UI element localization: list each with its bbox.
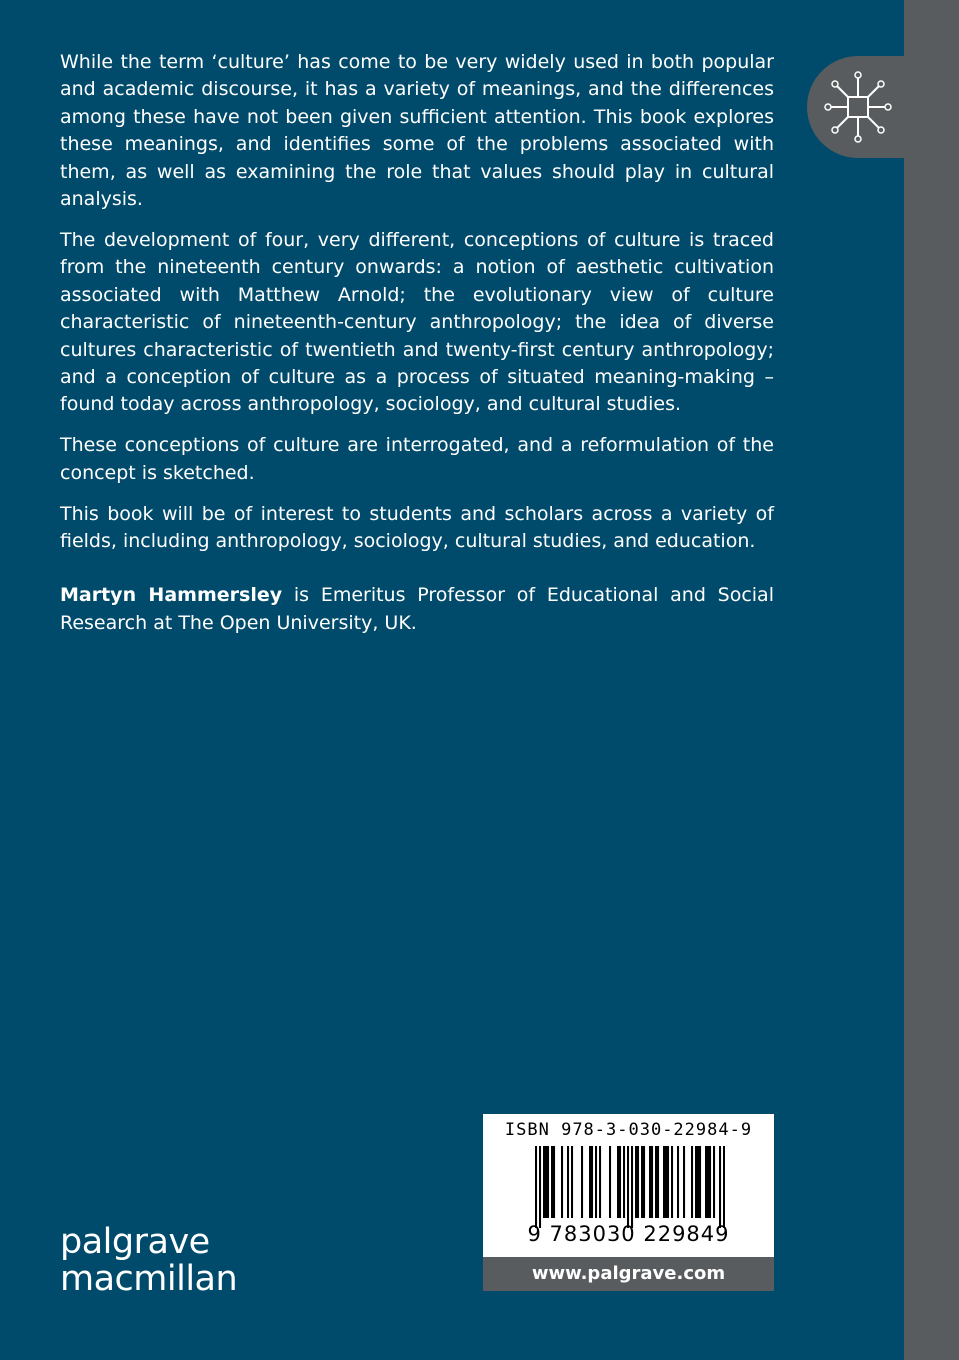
barcode-bar xyxy=(571,1146,573,1218)
barcode-bar xyxy=(619,1146,621,1218)
publisher-website: www.palgrave.com xyxy=(483,1257,774,1291)
barcode-bar xyxy=(591,1146,593,1218)
blurb-paragraph-3: These conceptions of culture are interrogated, and a reformulation of the concept is sketched. xyxy=(60,434,774,484)
palgrave-network-icon xyxy=(823,70,893,144)
barcode-bar xyxy=(699,1146,701,1218)
spine-strip xyxy=(904,0,959,1360)
barcode-bar xyxy=(589,1146,591,1218)
blurb-paragraph-2: The development of four, very different, conceptions of culture is traced from the nineteenth century onwards: a notion of aesthetic cultivation associated with Matthew Arnold; the evolutionary view of culture characteristic of nineteenth-century anthropology; the idea of diverse cultures characteristic of twentieth and twenty-first century anthropology; and a conception of culture as a process of situated meaning-making – found today across anthropology, sociology, and cultural studies. xyxy=(60,228,774,416)
publisher-name-line-2: macmillan xyxy=(60,1259,238,1299)
barcode-bar xyxy=(705,1146,707,1218)
back-cover-blurb xyxy=(60,49,774,651)
barcode-bar xyxy=(599,1146,601,1218)
barcode-bar xyxy=(655,1146,657,1218)
barcode-bar xyxy=(641,1146,643,1218)
barcode-bar xyxy=(719,1146,721,1228)
barcode-bar xyxy=(667,1146,669,1218)
author-name: Martyn Hammersley xyxy=(60,584,283,607)
barcode-bar xyxy=(677,1146,679,1218)
barcode-bar xyxy=(707,1146,709,1218)
barcode-bar xyxy=(581,1146,583,1218)
barcode-bar xyxy=(567,1146,569,1218)
barcode-bar xyxy=(713,1146,715,1218)
barcode-box xyxy=(483,1114,774,1257)
barcode-bar xyxy=(697,1146,699,1218)
barcode-bar xyxy=(649,1146,651,1218)
blurb-paragraph-4: This book will be of interest to students and scholars across a variety of fields, including anthropology, sociology, cultural studies, and education. xyxy=(60,502,774,552)
barcode-bar xyxy=(547,1146,549,1218)
barcode-bar xyxy=(643,1146,645,1218)
barcode-bars xyxy=(535,1146,725,1228)
isbn-label: ISBN 978-3-030-22984-9 xyxy=(504,1120,753,1140)
barcode-bar xyxy=(623,1146,625,1218)
barcode-bar xyxy=(545,1146,547,1218)
barcode-bar xyxy=(671,1146,673,1218)
barcode-bar xyxy=(561,1146,563,1218)
barcode-bar xyxy=(543,1146,545,1218)
barcode-bar xyxy=(627,1146,629,1228)
barcode-bar xyxy=(723,1146,725,1228)
barcode-bar xyxy=(665,1146,667,1218)
barcode-bar xyxy=(595,1146,597,1218)
barcode-bar xyxy=(663,1146,665,1218)
barcode-bar xyxy=(551,1146,553,1218)
barcode-bar xyxy=(535,1146,537,1228)
barcode-bar xyxy=(683,1146,685,1218)
publisher-logo xyxy=(60,1224,237,1298)
author-bio-text: is Emeritus Professor of Educational and Social Research at The Open University, UK. xyxy=(60,584,774,634)
barcode-bar xyxy=(617,1146,619,1218)
publisher-logo-tab xyxy=(807,56,904,158)
barcode-bar xyxy=(635,1146,637,1218)
barcode-bar xyxy=(631,1146,633,1228)
barcode-bar xyxy=(695,1146,697,1218)
barcode-bar xyxy=(691,1146,693,1218)
barcode-bar xyxy=(651,1146,653,1218)
barcode-bar xyxy=(709,1146,711,1218)
blurb-paragraph-1: While the term ‘culture’ has come to be very widely used in both popular and academic discourse, it has a variety of meanings, and the differences among these have not been given sufficient attention. This book explores these meanings, and identifies some of the problems associated with them, as well as examining the role that values should play in cultural analysis. xyxy=(60,51,774,211)
barcode-bar xyxy=(539,1146,541,1228)
publisher-name-line-1: palgrave xyxy=(60,1222,210,1262)
barcode-bar xyxy=(637,1146,639,1218)
barcode-bar xyxy=(553,1146,555,1218)
barcode-bar xyxy=(657,1146,659,1218)
author-bio xyxy=(60,582,774,637)
barcode-bar xyxy=(609,1146,611,1218)
barcode-digits: 9 783030 229849 xyxy=(527,1222,730,1246)
